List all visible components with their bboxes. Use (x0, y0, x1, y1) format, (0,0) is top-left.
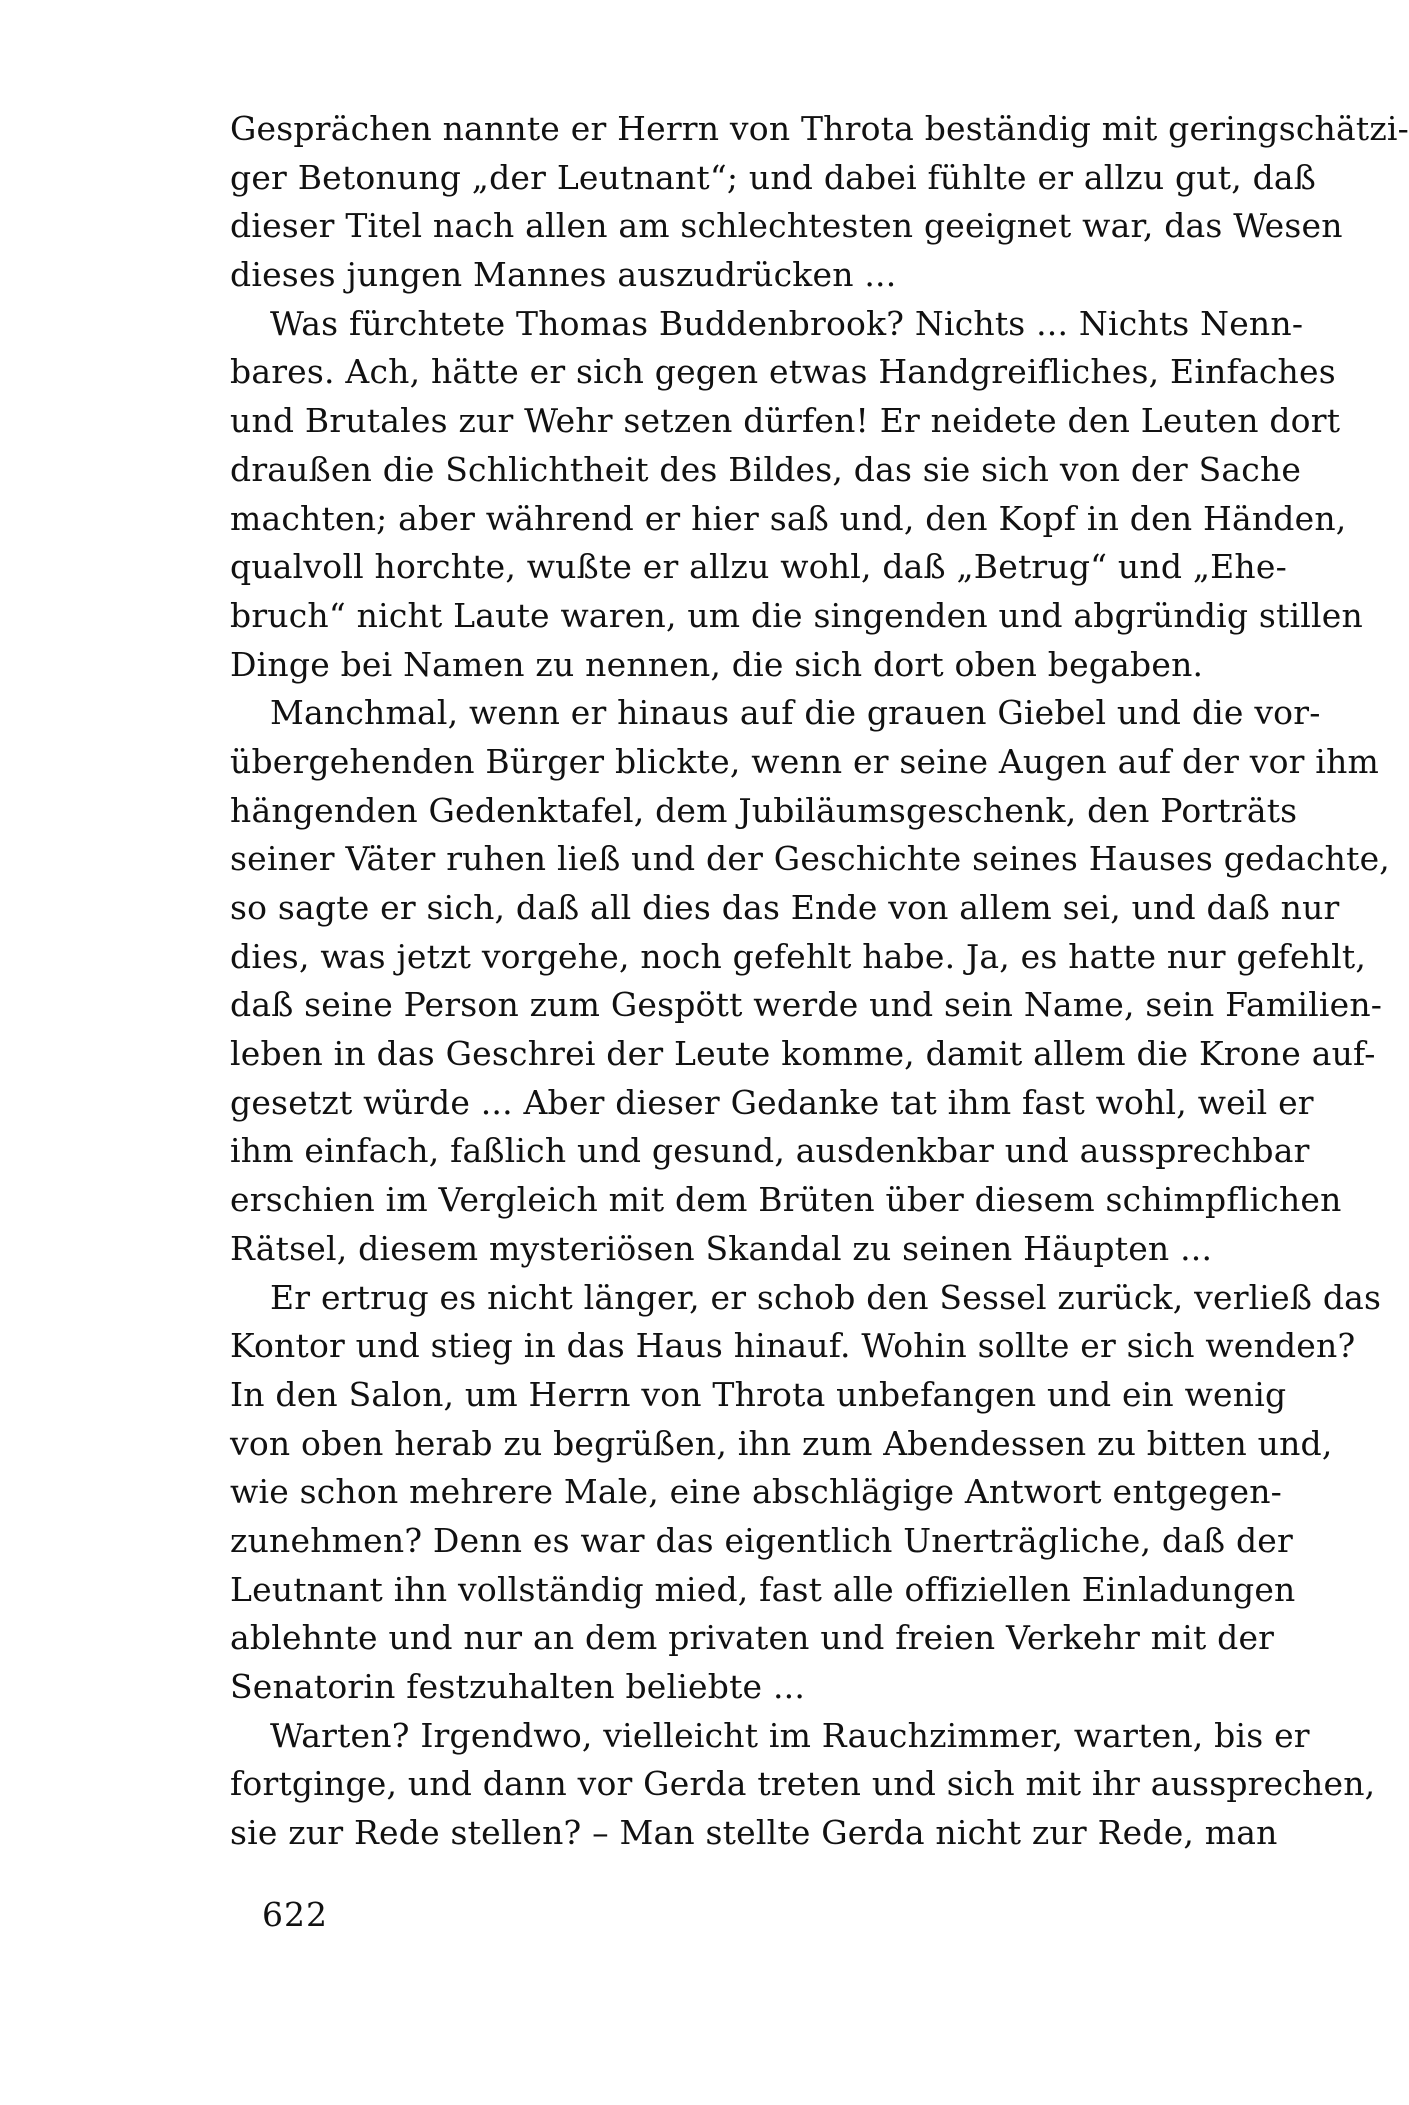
text-line: draußen die Schlichtheit des Bildes, das sie sich von der Sache (230, 449, 1302, 489)
text-line: übergehenden Bürger blickte, wenn er seine Augen auf der vor ihm (230, 741, 1380, 781)
text-line: wie schon mehrere Male, eine abschlägige Antwort entgegen- (230, 1472, 1283, 1512)
text-line: ablehnte und nur an dem privaten und freien Verkehr mit der (230, 1618, 1275, 1658)
text-line: Manchmal, wenn er hinaus auf die grauen Giebel und die vor- (270, 693, 1321, 733)
text-line: ihm einfach, faßlich und gesund, ausdenkbar und aussprechbar (230, 1131, 1310, 1171)
text-line: so sagte er sich, daß all dies das Ende von allem sei, und daß nur (230, 888, 1340, 927)
text-line: Leutnant ihn vollständig mied, fast alle offiziellen Einladungen (230, 1569, 1296, 1609)
text-line: erschien im Vergleich mit dem Brüten über diesem schimpflichen (230, 1180, 1342, 1220)
text-line: gesetzt würde ... Aber dieser Gedanke tat ihm fast wohl, weil er (230, 1082, 1314, 1122)
body-text (230, 105, 1409, 1858)
text-line: hängenden Gedenktafel, dem Jubiläumsgeschenk, den Porträts (230, 790, 1298, 830)
text-line: sie zur Rede stellen? – Man stellte Gerda nicht zur Rede, man (230, 1813, 1278, 1853)
text-line: dieses jungen Mannes auszudrücken ... (230, 255, 897, 295)
text-line: fortginge, und dann vor Gerda treten und sich mit ihr aussprechen, (230, 1764, 1376, 1804)
text-line: von oben herab zu begrüßen, ihn zum Abendessen zu bitten und, (230, 1423, 1333, 1463)
text-line: seiner Väter ruhen ließ und der Geschichte seines Hauses gedachte, (230, 839, 1390, 879)
text-line: Dinge bei Namen zu nennen, die sich dort oben begaben. (230, 644, 1204, 684)
text-line: zunehmen? Denn es war das eigentlich Unerträgliche, daß der (230, 1520, 1293, 1560)
text-line: Warten? Irgendwo, vielleicht im Rauchzimmer, warten, bis er (270, 1715, 1310, 1755)
text-line: Kontor und stieg in das Haus hinauf. Wohin sollte er sich wenden? (230, 1326, 1356, 1366)
page-number: 622 (262, 1895, 328, 1934)
text-line: und Brutales zur Wehr setzen dürfen! Er neidete den Leuten dort (230, 401, 1341, 441)
text-line: daß seine Person zum Gespött werde und sein Name, sein Familien- (230, 985, 1383, 1025)
text-line: bruch“ nicht Laute waren, um die singenden und abgründig stillen (230, 595, 1363, 635)
text-line: Rätsel, diesem mysteriösen Skandal zu seinen Häupten ... (230, 1228, 1213, 1268)
text-line: ger Betonung „der Leutnant“; und dabei fühlte er allzu gut, daß (230, 157, 1317, 197)
text-line: leben in das Geschrei der Leute komme, damit allem die Krone auf- (230, 1034, 1376, 1074)
text-line: In den Salon, um Herrn von Throta unbefangen und ein wenig (230, 1374, 1287, 1414)
text-line: Senatorin festzuhalten beliebte ... (230, 1667, 806, 1706)
text-line: Gesprächen nannte er Herrn von Throta beständig mit geringschätzi- (230, 109, 1409, 148)
text-line: machten; aber während er hier saß und, den Kopf in den Händen, (230, 498, 1347, 538)
text-line: dies, was jetzt vorgehe, noch gefehlt habe. Ja, es hatte nur gefehlt, (230, 936, 1367, 976)
text-line: bares. Ach, hätte er sich gegen etwas Handgreifliches, Einfaches (230, 352, 1336, 392)
text-line: Was fürchtete Thomas Buddenbrook? Nichts ... Nichts Nenn- (270, 303, 1304, 343)
text-line: qualvoll horchte, wußte er allzu wohl, daß „Betrug“ und „Ehe- (230, 547, 1287, 587)
text-line: Er ertrug es nicht länger, er schob den Sessel zurück, verließ das (270, 1277, 1382, 1317)
text-line: dieser Titel nach allen am schlechtesten geeignet war, das Wesen (230, 206, 1343, 246)
